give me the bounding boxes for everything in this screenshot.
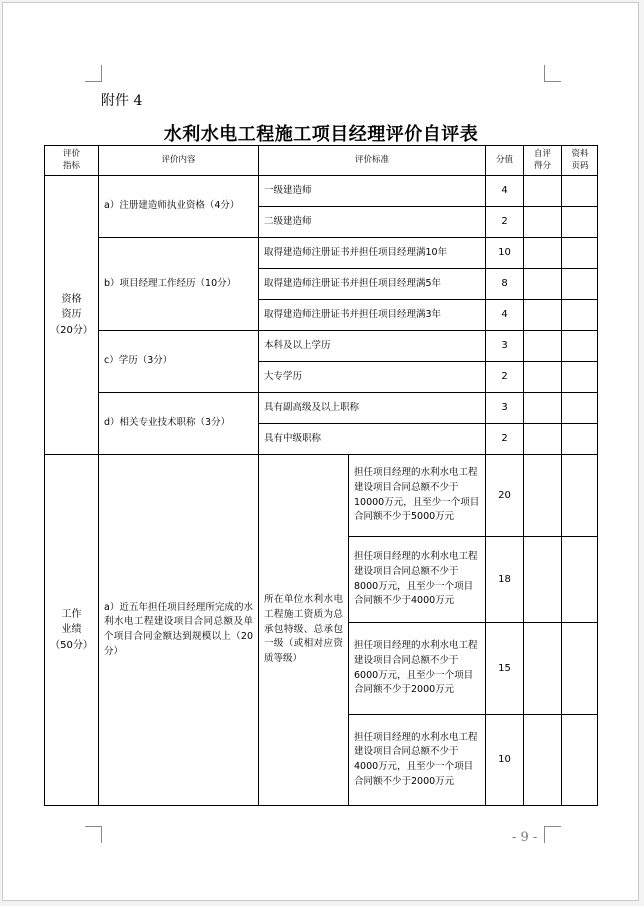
doc-page-cell[interactable]: [562, 269, 598, 300]
self-score-cell[interactable]: [524, 331, 562, 362]
score-cell: 15: [486, 623, 524, 715]
crop-mark-bottom-right: [544, 826, 561, 843]
page-title: 水利水电工程施工项目经理评价自评表: [163, 124, 479, 145]
doc-page-cell[interactable]: [562, 715, 598, 805]
standard-cell: 本科及以上学历: [259, 331, 486, 362]
self-score-cell[interactable]: [524, 300, 562, 331]
self-score-cell[interactable]: [524, 537, 562, 623]
content-cell: a）近五年担任项目经理所完成的水利水电工程建设项目合同总额及单个项目合同金额达到规模以上（20分）: [99, 455, 259, 805]
evaluation-table: [44, 145, 598, 806]
self-score-cell[interactable]: [524, 623, 562, 715]
score-cell: 10: [486, 715, 524, 805]
standard-cell: 具有副高级及以上职称: [259, 393, 486, 424]
self-score-cell[interactable]: [524, 362, 562, 393]
standard-cell: 担任项目经理的水利水电工程建设项目合同总额不少于6000万元，且至少一个项目合同额不少于2000万元: [349, 623, 486, 715]
content-cell: a）注册建造师执业资格（4分）: [99, 176, 259, 238]
doc-page-cell[interactable]: [562, 331, 598, 362]
standard-cell: 取得建造师注册证书并担任项目经理满3年: [259, 300, 486, 331]
standard-cell: 一级建造师: [259, 176, 486, 207]
header-doc-page: 资料 页码: [562, 146, 598, 176]
header-self-score: 自评 得分: [524, 146, 562, 176]
category-performance: 工作 业绩 （50分）: [45, 455, 99, 805]
category-qualification: 资格 资历 （20分）: [45, 176, 99, 455]
standard-cell: 大专学历: [259, 362, 486, 393]
page-number: - 9 -: [512, 830, 538, 845]
self-score-cell[interactable]: [524, 715, 562, 805]
standard-cell: 二级建造师: [259, 207, 486, 238]
doc-page-cell[interactable]: [562, 537, 598, 623]
score-cell: 3: [486, 331, 524, 362]
score-cell: 8: [486, 269, 524, 300]
self-score-cell[interactable]: [524, 176, 562, 207]
header-content: 评价内容: [99, 146, 259, 176]
content-cell: c）学历（3分）: [99, 331, 259, 393]
standard-cell: 取得建造师注册证书并担任项目经理满5年: [259, 269, 486, 300]
score-cell: 3: [486, 393, 524, 424]
doc-page-cell[interactable]: [562, 623, 598, 715]
doc-page-cell[interactable]: [562, 300, 598, 331]
self-score-cell[interactable]: [524, 238, 562, 269]
header-score: 分值: [486, 146, 524, 176]
header-category: 评价 指标: [45, 146, 99, 176]
self-score-cell[interactable]: [524, 424, 562, 455]
attachment-label: 附件 4: [101, 93, 143, 109]
self-score-cell[interactable]: [524, 207, 562, 238]
standard-cell: 具有中级职称: [259, 424, 486, 455]
score-cell: 2: [486, 207, 524, 238]
standard-cell: 担任项目经理的水利水电工程建设项目合同总额不少于4000万元，且至少一个项目合同额不少于2000万元: [349, 715, 486, 805]
score-cell: 4: [486, 176, 524, 207]
score-cell: 18: [486, 537, 524, 623]
crop-mark-bottom-left: [85, 826, 102, 843]
header-standard: 评价标准: [259, 146, 486, 176]
doc-page-cell[interactable]: [562, 238, 598, 269]
score-cell: 4: [486, 300, 524, 331]
qualification-cell: 所在单位水利水电工程施工资质为总承包特级、总承包一级（或相对应资质等级）: [259, 455, 349, 805]
score-cell: 20: [486, 455, 524, 537]
doc-page-cell[interactable]: [562, 362, 598, 393]
standard-cell: 担任项目经理的水利水电工程建设项目合同总额不少于10000万元，且至少一个项目合同额不少于5000万元: [349, 455, 486, 537]
self-score-cell[interactable]: [524, 393, 562, 424]
crop-mark-top-right: [544, 65, 561, 82]
standard-cell: 取得建造师注册证书并担任项目经理满10年: [259, 238, 486, 269]
doc-page-cell[interactable]: [562, 207, 598, 238]
score-cell: 2: [486, 362, 524, 393]
content-cell: d）相关专业技术职称（3分）: [99, 393, 259, 455]
doc-page-cell[interactable]: [562, 455, 598, 537]
self-score-cell[interactable]: [524, 269, 562, 300]
doc-page-cell[interactable]: [562, 393, 598, 424]
crop-mark-top-left: [85, 65, 102, 82]
self-score-cell[interactable]: [524, 455, 562, 537]
score-cell: 10: [486, 238, 524, 269]
doc-page-cell[interactable]: [562, 424, 598, 455]
score-cell: 2: [486, 424, 524, 455]
doc-page-cell[interactable]: [562, 176, 598, 207]
content-cell: b）项目经理工作经历（10分）: [99, 238, 259, 331]
standard-cell: 担任项目经理的水利水电工程建设项目合同总额不少于8000万元，且至少一个项目合同额不少于4000万元: [349, 537, 486, 623]
